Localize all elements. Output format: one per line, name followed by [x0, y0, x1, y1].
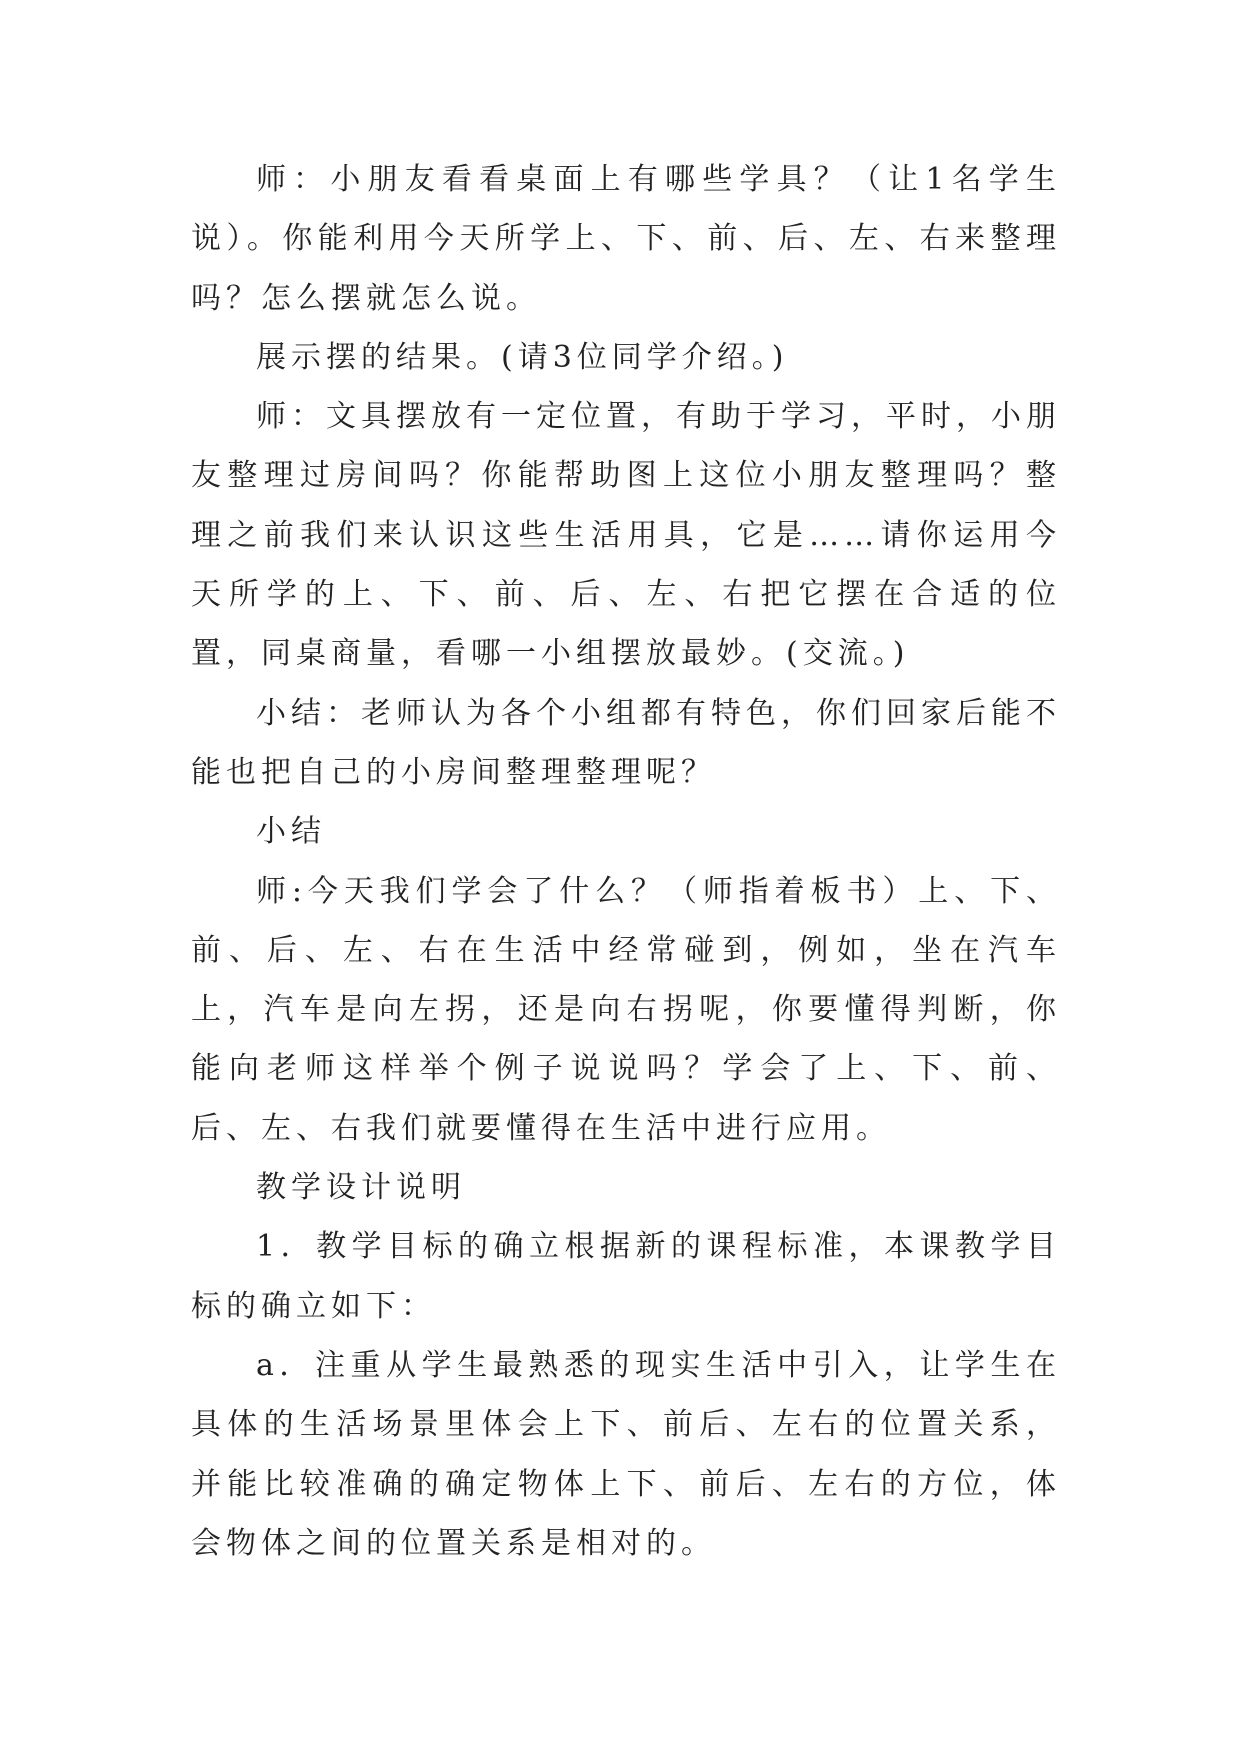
section-heading-design-notes: 教学设计说明 [256, 1170, 466, 1206]
paragraph-teacher-review: 师:今天我们学会了什么？（师指着板书）上、下、前、后、左、右在生活中经常碰到，例如，坐在汽车上，汽车是向左拐，还是向右拐呢，你要懂得判断，你能向老师这样举个例子说说吗？学会了上、下、前、后、左、右我们就要懂得在生活中进行应用。 [191, 873, 1061, 1146]
paragraph-goal-a: a．注重从学生最熟悉的现实生活中引入，让学生在具体的生活场景里体会上下、前后、左右的位置关系，并能比较准确的确定物体上下、前后、左右的方位，体会物体之间的位置关系是相对的。 [191, 1347, 1061, 1561]
paragraph-show-results: 展示摆的结果。(请3位同学介绍。) [256, 339, 789, 375]
document-body [191, 150, 1061, 1573]
paragraph-teacher-room-tidy: 师：文具摆放有一定位置，有助于学习，平时，小朋友整理过房间吗？你能帮助图上这位小朋友整理吗？整理之前我们来认识这些生活用具，它是……请你运用今天所学的上、下、前、后、左、右把它摆在合适的位置，同桌商量，看哪一小组摆放最妙。(交流。) [191, 399, 1061, 672]
paragraph-teacher-desk-tools: 师：小朋友看看桌面上有哪些学具？（让1名学生说）。你能利用今天所学上、下、前、后、左、右来整理吗？怎么摆就怎么说。 [191, 162, 1061, 316]
paragraph-goal-1: 1．教学目标的确立根据新的课程标准，本课教学目标的确立如下： [191, 1229, 1061, 1324]
paragraph-summary-groups: 小结：老师认为各个小组都有特色，你们回家后能不能也把自己的小房间整理整理呢？ [191, 695, 1061, 790]
section-heading-summary: 小结 [256, 814, 326, 850]
